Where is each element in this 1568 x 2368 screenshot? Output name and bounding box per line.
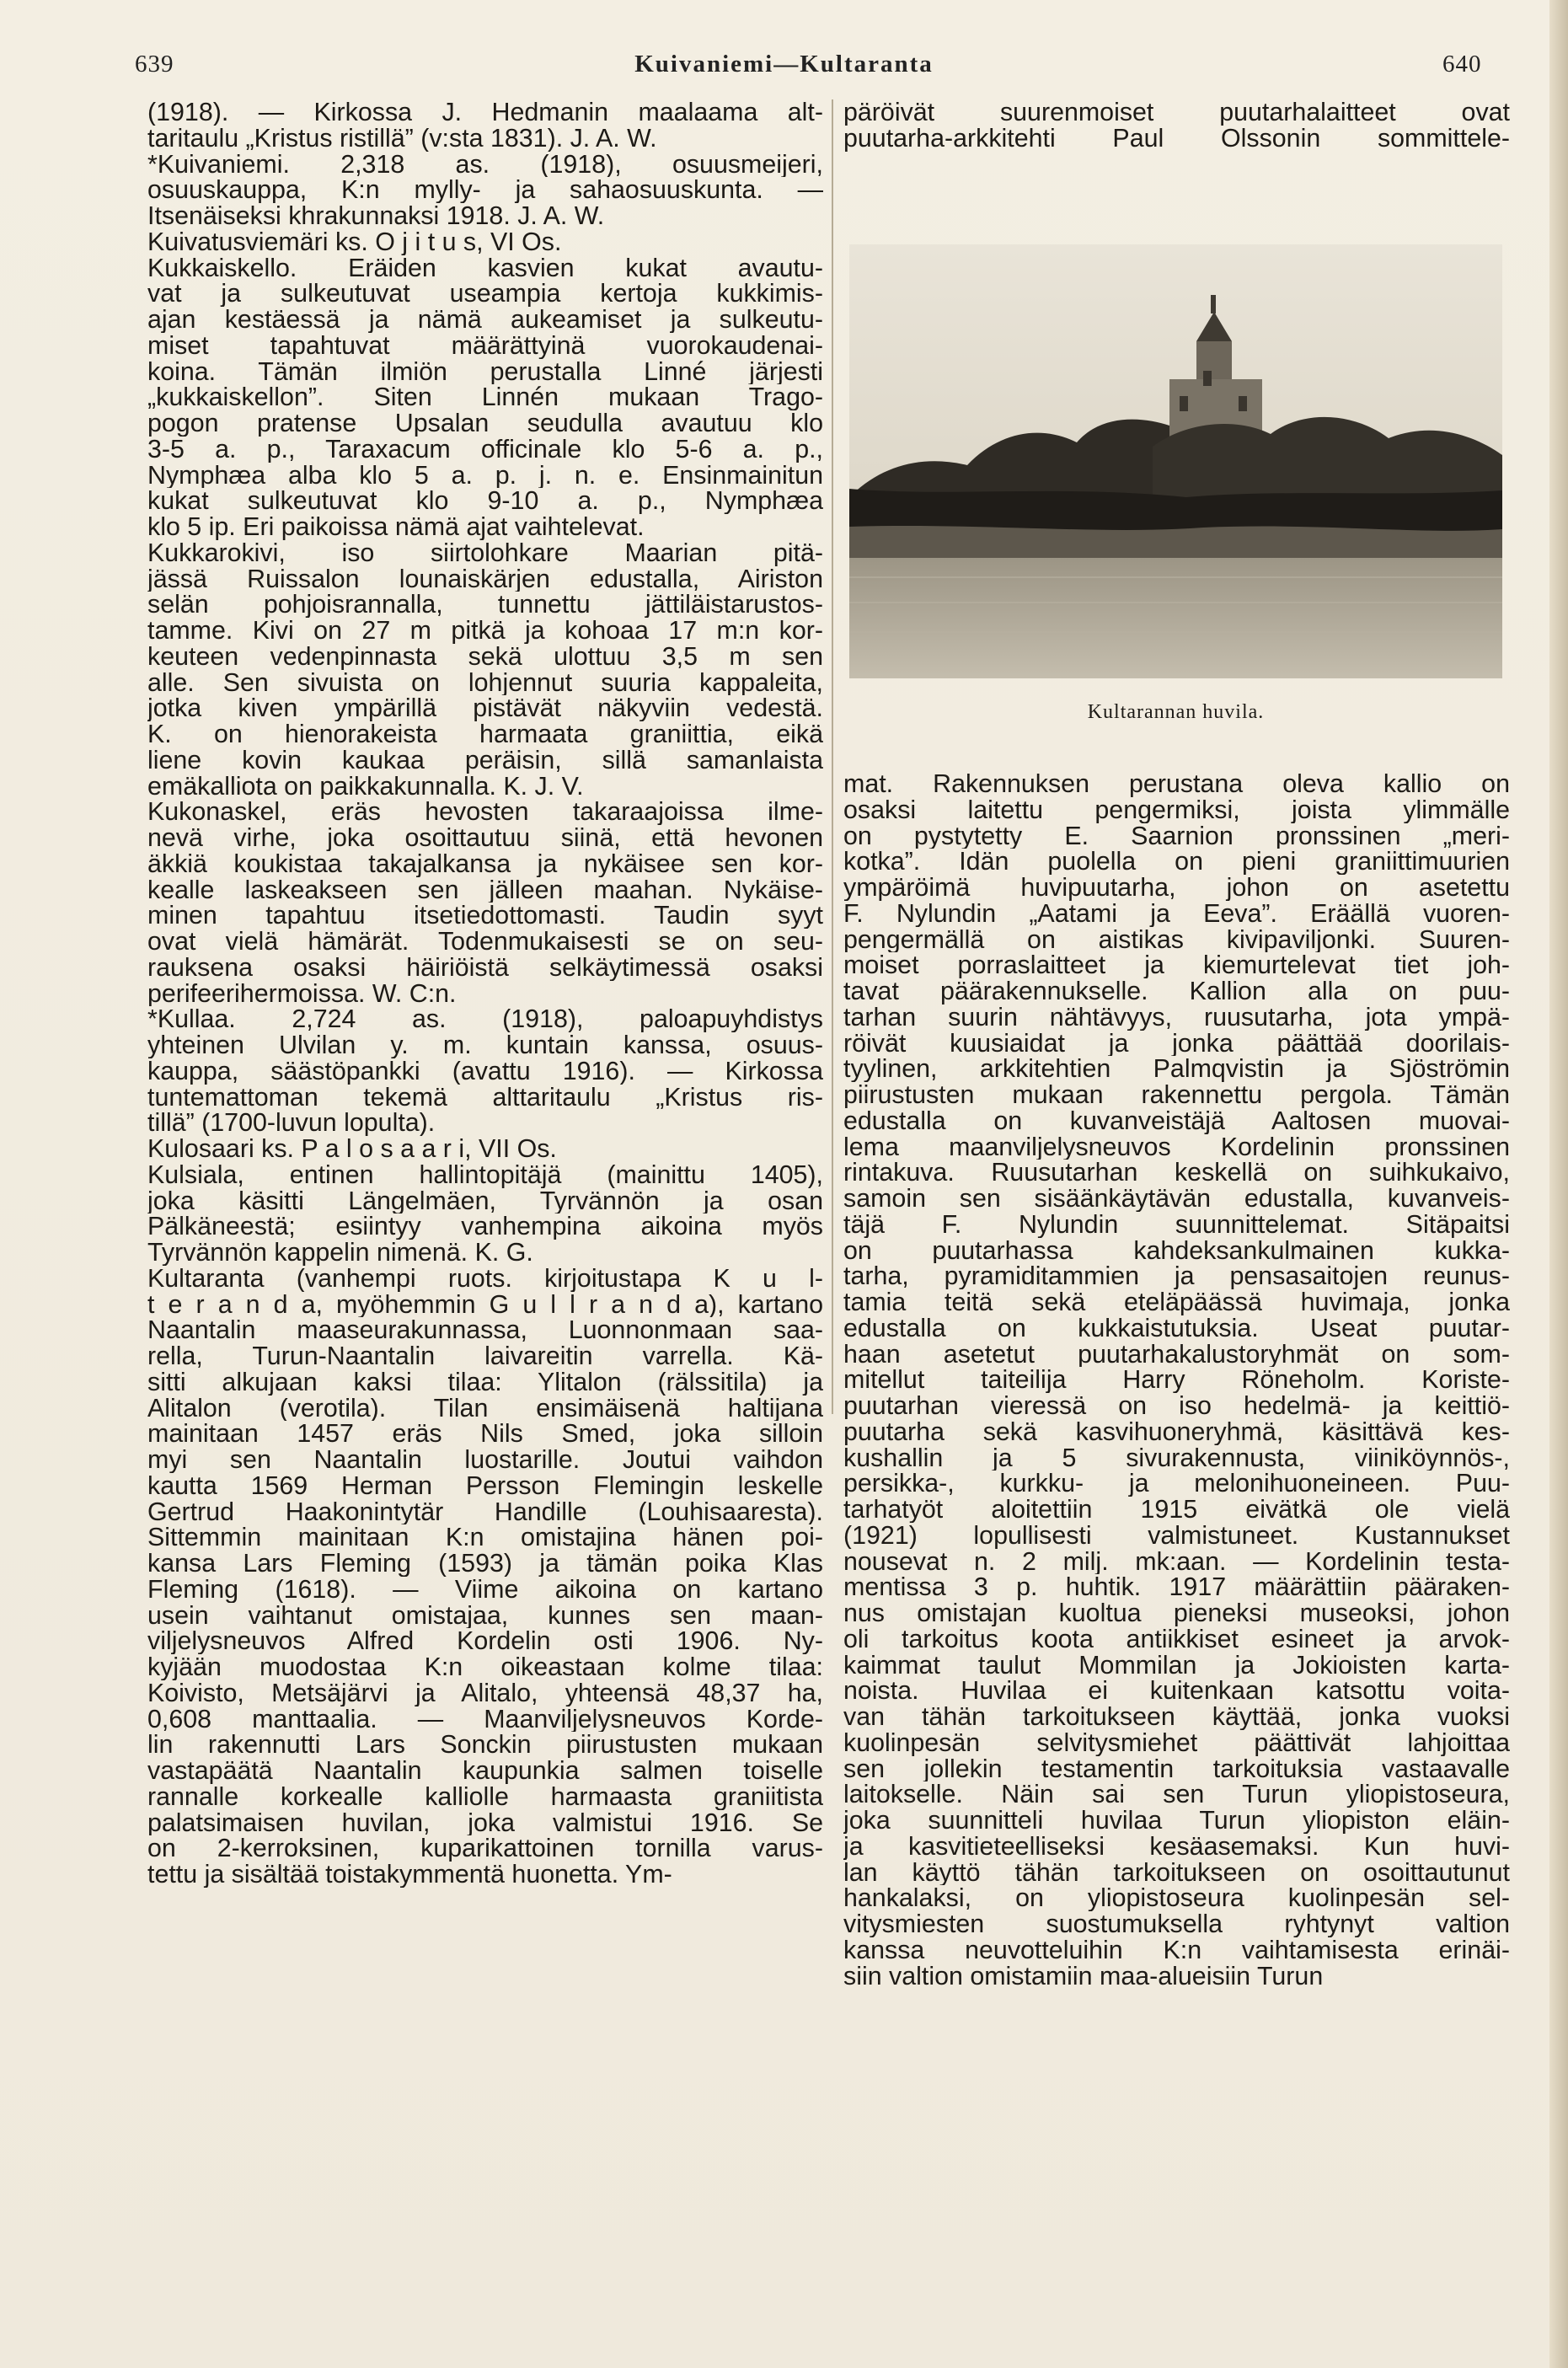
text-line: klo 5 ip. Eri paikoissa nämä ajat vaihtelevat. [147, 514, 645, 540]
text-line: Kukkaiskello. Eräiden kasvien kukat avautu- [147, 254, 823, 281]
text-line: kaimmat taulut Mommilan ja Jokioisten karta- [843, 1652, 1510, 1679]
right-column [843, 771, 1510, 1989]
text-line: K. on hienorakeista harmaata graniittia, eikä [147, 721, 823, 747]
text-line: usein vaihtanut omistajaa, kunnes sen maan- [147, 1602, 823, 1629]
text-line: *Kullaa. 2,724 as. (1918), paloapuyhdistys [147, 1006, 823, 1032]
text-line: tettu ja sisältää toistakymmentä huonetta. Ym- [147, 1862, 672, 1888]
text-line: Nymphæa alba klo 5 a. p. j. n. e. Ensinmainitun [147, 462, 823, 489]
text-line: yhteinen Ulvilan y. m. kuntain kanssa, osuus- [147, 1032, 823, 1058]
text-line: nousevat n. 2 milj. mk:aan. — Kordelinin testa- [843, 1548, 1510, 1575]
text-line: Kukkarokivi, iso siirtolohkare Maarian pitä- [147, 539, 823, 566]
text-line: kealle laskeakseen sen jälleen maahan. Nykäise- [147, 876, 823, 903]
text-line: kuolinpesän selvitysmiehet päättivät lahjoittaa [843, 1729, 1510, 1756]
text-line: lan käyttö tähän tarkoitukseen on osoittautunut [843, 1859, 1510, 1886]
text-line: täjä F. Nylundin suunnittelemat. Sitäpaitsi [843, 1211, 1510, 1238]
text-line: röivät kuusiaidat ja jonka päättää doorilais- [843, 1030, 1510, 1057]
text-line: tarha, pyramiditammien ja pensasaitojen reunus- [843, 1263, 1510, 1289]
text-line: Tyrvännön kappelin nimenä. K. G. [147, 1240, 533, 1266]
text-line: *Kuivaniemi. 2,318 as. (1918), osuusmeijeri, [147, 151, 823, 178]
text-line: Pälkäneestä; esiintyy vanhempina aikoina myös [147, 1213, 823, 1240]
text-line: nus omistajan kuoltua pieneksi museoksi, johon [843, 1600, 1510, 1626]
text-line: edustalla on kuvanveistäjä Aaltosen muovai- [843, 1107, 1510, 1134]
text-line: liene kovin kaukaa peräisin, sillä samanlaista [147, 747, 823, 774]
text-line: rauksena osaksi häiriöistä selkäytimessä osaksi [147, 954, 823, 981]
text-line: Fleming (1618). — Viime aikoina on kartano [147, 1576, 823, 1603]
text-line: osuuskauppa, K:n mylly- ja sahaosuuskunta. — [147, 177, 823, 203]
text-line: on 2-kerroksinen, kuparikattoinen tornilla varus- [147, 1835, 823, 1862]
text-line: ajan kestäessä ja nämä aukeamiset ja sulkeutu- [147, 307, 823, 333]
text-line: sitti alkujaan kaksi tilaa: Ylitalon (rälssitila) ja [147, 1369, 823, 1396]
text-line: tarhan suurin nähtävyys, ruusutarha, jota ympä- [843, 1004, 1510, 1031]
text-line: myi sen Naantalin luostarille. Joutui vaihdon [147, 1447, 823, 1473]
text-line: puutarha-arkkitehti Paul Olssonin sommittele- [843, 125, 1510, 152]
text-line: Koivisto, Metsäjärvi ja Alitalo, yhteensä 48,37 ha, [147, 1680, 823, 1706]
text-line: tuntemattoman tekemä alttaritaulu „Kristus ris- [147, 1084, 823, 1111]
text-line: tamia teitä sekä eteläpäässä huvimaja, jonka [843, 1289, 1510, 1315]
text-line: Kukonaskel, eräs hevosten takaraajoissa ilme- [147, 799, 823, 825]
text-line: koina. Tämän ilmiön perustalla Linné järjesti [147, 358, 823, 385]
text-line: ja kasvitieteelliseksi kesäasemaksi. Kun huvi- [843, 1833, 1510, 1860]
text-line: minen tapahtuu itsetiedottomasti. Taudin syyt [147, 903, 823, 929]
text-line: (1921) lopullisesti valmistuneet. Kustannukset [843, 1522, 1510, 1549]
villa-photo-image [849, 244, 1502, 678]
text-line: rintakuva. Ruusutarhan keskellä on suihkukaivo, [843, 1160, 1510, 1186]
text-line: ovat vielä hämärät. Todenmukaisesti se on seu- [147, 929, 823, 955]
text-line: lema maanviljelysneuvos Kordelinin pronssinen [843, 1133, 1510, 1160]
text-line: 0,608 manttaalia. — Maanviljelysneuvos Korde- [147, 1706, 823, 1733]
running-head: Kuivaniemi—Kultaranta [634, 51, 934, 78]
text-line: vitysmiesten suostumuksella ryhtynyt valtion [843, 1911, 1510, 1937]
text-line: van tähän tarkoitukseen käyttää, jonka vuoksi [843, 1704, 1510, 1730]
text-line: kautta 1569 Herman Persson Flemingin leskelle [147, 1472, 823, 1499]
text-line: samoin sen sisäänkäytävän edustalla, kuvanveis- [843, 1186, 1510, 1212]
text-line: rannalle korkealle kalliolle harmaasta graniitista [147, 1783, 823, 1810]
page-number-right: 640 [1442, 51, 1482, 78]
text-line: perifeerihermoissa. W. C:n. [147, 980, 457, 1007]
text-line: tavat päärakennukselle. Kallion alla on puu- [843, 978, 1510, 1005]
text-line: osaksi laitettu pengermiksi, joista ylimmälle [843, 796, 1510, 823]
text-line: puutarha sekä kasvihuoneryhmä, käsittävä kes- [843, 1418, 1510, 1445]
text-line: hankalaksi, on yliopistoseura kuolinpesän sel- [843, 1885, 1510, 1911]
text-line: Kulsiala, entinen hallintopitäjä (mainittu 1405), [147, 1161, 823, 1188]
text-line: Naantalin maaseurakunnassa, Luonnonmaan saa- [147, 1317, 823, 1343]
text-line: taritaulu „Kristus ristillä” (v:sta 1831). J. A. W. [147, 125, 657, 152]
text-line: Kultaranta (vanhempi ruots. kirjoitustapa K u l- [147, 1265, 823, 1292]
text-line: kyjään muodostaa K:n oikeastaan kolme tilaa: [147, 1654, 823, 1680]
text-line: vastapäätä Naantalin kaupunkia salmen toiselle [147, 1758, 823, 1784]
right-column-top [843, 99, 1510, 152]
text-line: kotka”. Idän puolella on pieni graniittimuurien [843, 849, 1510, 875]
text-line: kansa Lars Fleming (1593) ja tämän poika Klas [147, 1551, 823, 1577]
text-line: Kulosaari ks. P a l o s a a r i, VII Os. [147, 1136, 557, 1162]
column-divider [832, 99, 833, 1414]
text-line: kushallin ja 5 sivurakennusta, viiniköynnös-, [843, 1444, 1510, 1471]
left-column [147, 99, 823, 1888]
text-line: kauppa, säästöpankki (avattu 1916). — Kirkossa [147, 1058, 823, 1085]
text-line: mitellut taiteilija Harry Röneholm. Koriste- [843, 1367, 1510, 1393]
text-line: äkkiä koukistaa takajalkansa ja nykäisee sen kor- [147, 850, 823, 877]
text-line: laitokselle. Näin sai sen Turun yliopistoseura, [843, 1781, 1510, 1808]
text-line: „kukkaiskellon”. Siten Linnén mukaan Trago- [147, 384, 823, 410]
text-line: Kuivatusviemäri ks. O j i t u s, VI Os. [147, 228, 562, 255]
text-line: alle. Sen sivuista on lohjennut suuria kappaleita, [147, 669, 823, 696]
text-line: puutarhan vieressä on iso hedelmä- ja keittiö- [843, 1393, 1510, 1419]
text-line: haan asetetut puutarhakalustoryhmät on som- [843, 1341, 1510, 1368]
text-line: tamme. Kivi on 27 m pitkä ja kohoaa 17 m:n kor- [147, 618, 823, 644]
villa-photo [849, 244, 1502, 678]
page-number-left: 639 [135, 51, 174, 78]
text-line: kukat sulkeutuvat klo 9-10 a. p., Nymphæa [147, 488, 823, 514]
text-line: jässä Ruissalon lounaiskärjen edustalla, Airiston [147, 565, 823, 592]
text-line: selän pohjoisrannalla, tunnettu jättiläistarustos- [147, 592, 823, 618]
text-line: Sittemmin mainitaan K:n omistajina hänen poi- [147, 1524, 823, 1551]
text-line: ympäröimä huvipuutarha, johon on asetettu [843, 875, 1510, 901]
text-line: t e r a n d a, myöhemmin G u l l r a n d a), kartano [147, 1291, 823, 1318]
text-line: F. Nylundin „Aatami ja Eeva”. Eräällä vuoren- [843, 900, 1510, 927]
text-line: Alitalon (verotila). Tilan ensimäisenä haltijana [147, 1395, 823, 1422]
text-line: viljelysneuvos Alfred Kordelin osti 1906. Ny- [147, 1628, 823, 1654]
text-line: 3-5 a. p., Taraxacum officinale klo 5-6 a. p., [147, 436, 823, 463]
text-line: vat ja sulkeutuvat useampia kertoja kukkimis- [147, 281, 823, 307]
figure-caption: Kultarannan huvila. [1087, 701, 1265, 723]
text-line: päröivät suurenmoiset puutarhalaitteet ovat [843, 99, 1510, 126]
text-line: rella, Turun-Naantalin laivareitin varrella. Kä- [147, 1343, 823, 1369]
text-line: lin rakennutti Lars Sonckin piirustusten mukaan [147, 1732, 823, 1758]
text-line: on pystytetty E. Saarnion pronssinen „meri- [843, 822, 1510, 849]
text-line: palatsimaisen huvilan, joka valmistui 1916. Se [147, 1809, 823, 1836]
text-line: oli tarkoitus koota antiikkiset esineet ja arvok- [843, 1626, 1510, 1653]
text-line: jotka kiven ympärillä pistävät näkyviin vedestä. [147, 695, 823, 721]
text-line: mat. Rakennuksen perustana oleva kallio on [843, 771, 1510, 797]
text-line: pengermällä on aistikas kivipaviljonki. Suuren- [843, 926, 1510, 953]
page-edge [1549, 0, 1568, 2368]
text-line: emäkalliota on paikkakunnalla. K. J. V. [147, 773, 584, 800]
text-line: tillä” (1700-luvun lopulta). [147, 1110, 436, 1136]
text-line: mainitaan 1457 eräs Nils Smed, joka silloin [147, 1421, 823, 1447]
text-line: piirustusten mukaan rakennettu pergola. Tämän [843, 1082, 1510, 1108]
text-line: keuteen vedenpinnasta sekä ulottuu 3,5 m sen [147, 643, 823, 670]
text-line: Itsenäiseksi khrakunnaksi 1918. J. A. W. [147, 203, 605, 229]
text-line: Gertrud Haakonintytär Handille (Louhisaaresta). [147, 1498, 823, 1525]
text-line: (1918). — Kirkossa J. Hedmanin maalaama alt- [147, 99, 823, 126]
text-line: persikka-, kurkku- ja melonihuoneineen. Puu- [843, 1471, 1510, 1497]
text-line: moiset porraslaitteet ja kiemurtelevat tiet joh- [843, 952, 1510, 978]
text-line: mentissa 3 p. huhtik. 1917 määrättiin pääraken- [843, 1574, 1510, 1600]
text-line: tarhatyöt aloitettiin 1915 eivätkä ole vielä [843, 1497, 1510, 1523]
text-line: edustalla on kukkaistutuksia. Useat puutar- [843, 1315, 1510, 1342]
text-line: pogon pratense Upsalan seudulla avautuu klo [147, 410, 823, 437]
text-line: joka suunnitteli huvilaa Turun yliopiston eläin- [843, 1808, 1510, 1834]
text-line: joka käsitti Längelmäen, Tyrvännön ja osan [147, 1187, 823, 1214]
text-line: nevä virhe, joka osoittautuu siinä, että hevonen [147, 825, 823, 851]
text-line: noista. Huvilaa ei kuitenkaan katsottu voita- [843, 1678, 1510, 1704]
text-line: tyylinen, arkkitehtien Palmqvistin ja Sjöströmin [843, 1056, 1510, 1082]
text-line: siin valtion omistamiin maa-alueisiin Turun [843, 1963, 1324, 1990]
text-line: sen jollekin testamentin tarkoituksia vastaavalle [843, 1755, 1510, 1782]
text-line: kanssa neuvotteluihin K:n vaihtamisesta erinäi- [843, 1937, 1510, 1964]
text-line: miset tapahtuvat määrättyinä vuorokaudenai- [147, 332, 823, 359]
text-line: on puutarhassa kahdeksankulmainen kukka- [843, 1237, 1510, 1264]
